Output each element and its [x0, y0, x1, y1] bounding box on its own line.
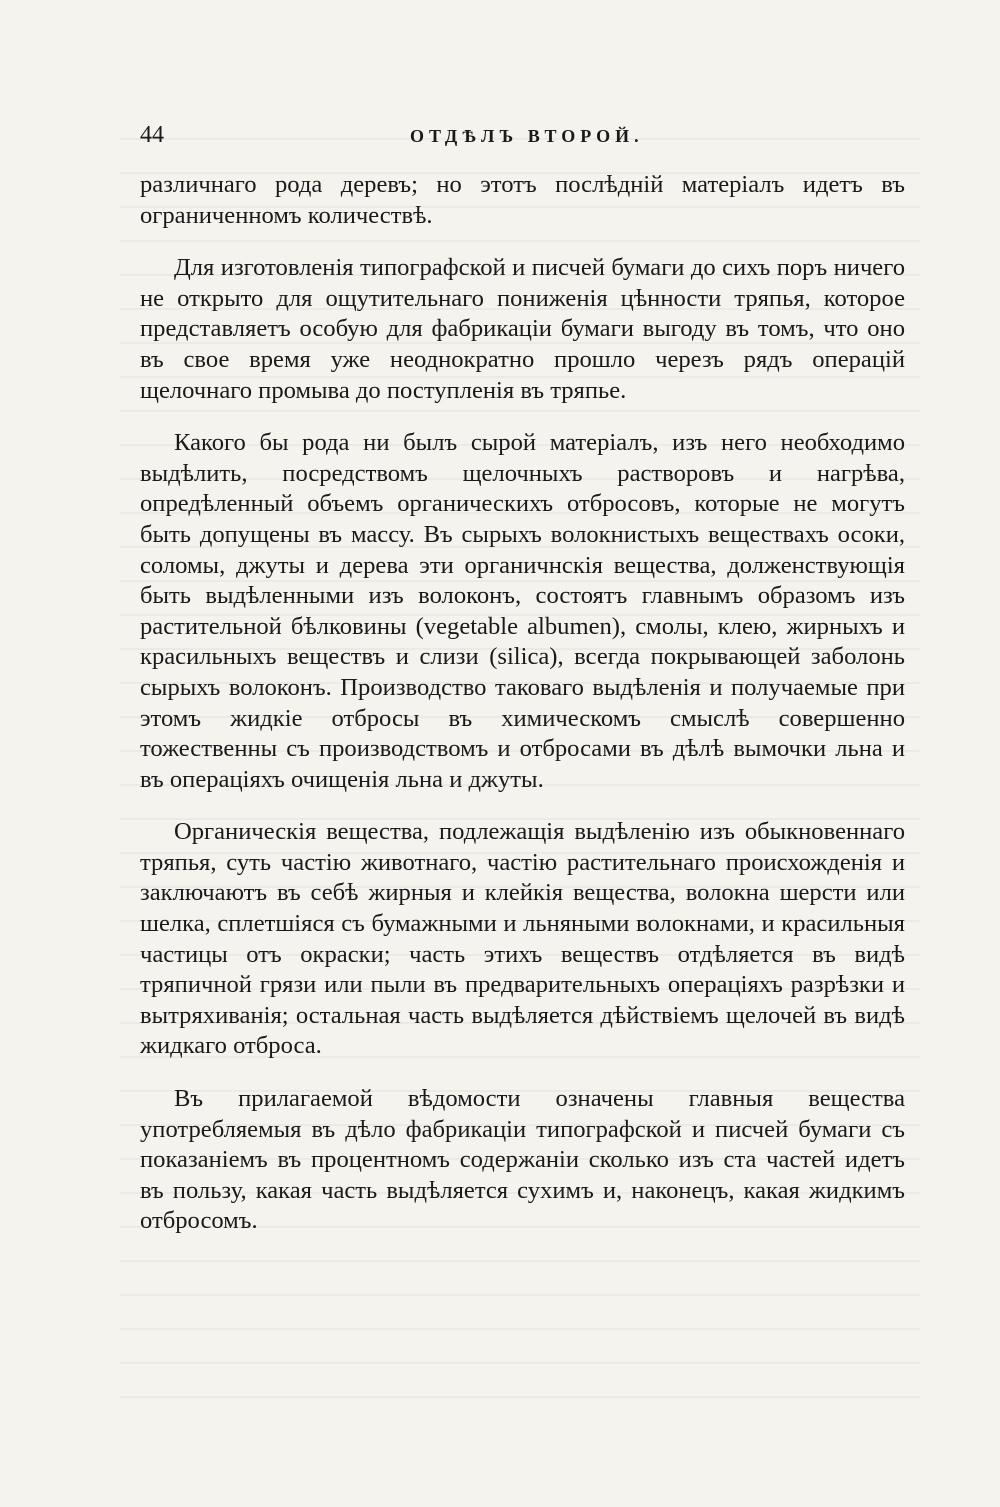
page-number: 44: [140, 122, 164, 148]
page-header: [140, 122, 905, 152]
paragraph-continuation: различнаго рода деревъ; но этотъ послѣднiй матерiалъ идетъ въ ограниченномъ количествѣ.: [140, 171, 905, 229]
running-head: ОТДѢЛЪ ВТОРОЙ.: [410, 126, 644, 146]
paragraph: Для изготовленiя типографской и писчей бумаги до сихъ поръ ничего не открыто для ощутительнаго пониженiя цѣнности тряпья, которое представляетъ особую для фабрикацiи бумаги выгоду въ томъ, что оно въ свое время уже неоднократно прошло черезъ рядъ операцiй щелочнаго промыва до поступленiя въ тряпье.: [140, 254, 905, 404]
paragraph: Въ прилагаемой вѣдомости означены главныя вещества употребляемыя въ дѣло фабрикацiи типографской и писчей бумаги съ показанiемъ въ процентномъ содержанiи сколько изъ ста частей идетъ въ пользу, какая часть выдѣляется сухимъ и, наконецъ, какая жидкимъ отбросомъ.: [140, 1085, 905, 1235]
body-text: [140, 170, 905, 1259]
paragraph: Какого бы рода ни былъ сырой матерiалъ, изъ него необходимо выдѣлить, посредствомъ щелочныхъ растворовъ и нагрѣва, опредѣленный объемъ органическихъ отбросовъ, которые не могутъ быть допущены въ массу. Въ сырыхъ волокнистыхъ веществахъ осоки, соломы, джуты и дерева эти органичнскiя вещества, долженствующiя быть выдѣленными изъ волоконъ, состоятъ главнымъ образомъ изъ растительной бѣлковины (vegetable albumen), смолы, клею, жирныхъ и красильныхъ веществъ и слизи (silica), всегда покрывающей заболонь сырыхъ волоконъ. Производство таковаго выдѣленiя и получаемые при этомъ жидкiе отбросы въ химическомъ смыслѣ совершенно тожественны съ производствомъ и отбросами въ дѣлѣ вымочки льна и въ операцiяхъ очищенiя льна и джуты.: [140, 429, 905, 793]
paragraph: Органическiя вещества, подлежащiя выдѣленiю изъ обыкновеннаго тряпья, суть частiю животнаго, частiю растительнаго происхожденiя и заключаютъ въ себѣ жирныя и клейкiя вещества, волокна шерсти или шелка, сплетшiяся съ бумажными и льняными волокнами, и красильныя частицы отъ окраски; часть этихъ веществъ отдѣляется въ видѣ тряпичной грязи или пыли въ предварительныхъ операцiяхъ разрѣзки и вытряхиванiя; остальная часть выдѣляется дѣйствiемъ щелочей въ видѣ жидкаго отброса.: [140, 818, 905, 1060]
